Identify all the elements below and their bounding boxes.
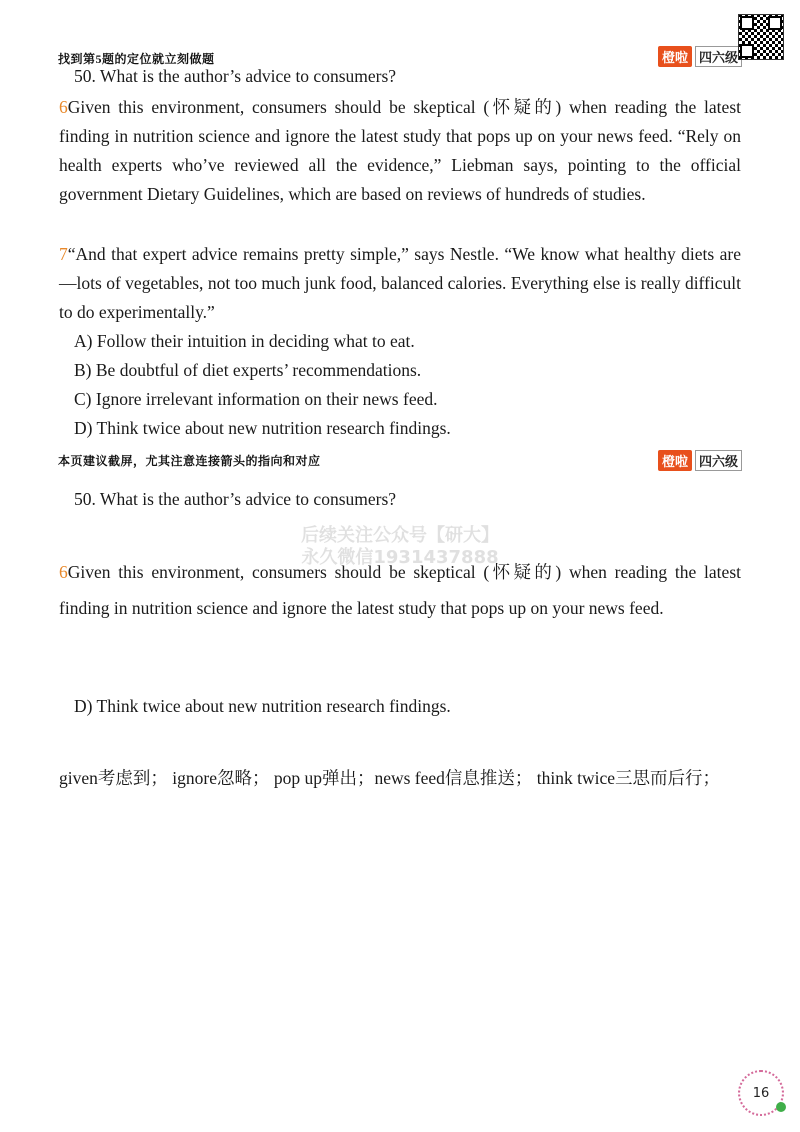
bottom-brand	[658, 450, 742, 471]
vocabulary-notes: given考虑到； ignore忽略； pop up弹出；news feed信息推送； think twice三思而后行；	[59, 768, 721, 788]
page-number-badge	[738, 1070, 784, 1116]
answer-option-d: D) Think twice about new nutrition research findings.	[74, 696, 451, 716]
brand-tag: 橙啦	[658, 46, 692, 67]
paragraph-text: Given this environment, consumers should be skeptical (怀疑的) when reading the latest finding in nutrition science and ignore the latest study that pops up on your news feed. “Rely on health experts who’ve reviewed all the evidence,” Liebman says, pointing to the official government Dietary Guidelines, which are based on reviews of hundreds of studies.	[59, 97, 741, 204]
option-c: C) Ignore irrelevant information on their news feed.	[74, 389, 438, 409]
option-b: B) Be doubtful of diet experts’ recommendations.	[74, 360, 422, 380]
paragraph-text: “And that expert advice remains pretty simple,” says Nestle. “We know what healthy diets are—lots of vegetables, not too much junk food, balanced calories. Everything else is really difficult to do experimentally.”	[59, 244, 741, 322]
paragraph-number: 7	[59, 244, 68, 264]
options-list	[74, 327, 451, 443]
brand-level: 四六级	[695, 450, 742, 471]
option-a: A) Follow their intuition in deciding what to eat.	[74, 331, 415, 351]
bottom-question: 50. What is the author’s advice to consumers?	[74, 489, 397, 509]
bottom-hint: 本页建议截屏，尤其注意连接箭头的指向和对应	[58, 454, 321, 468]
top-paragraph-7	[59, 240, 741, 327]
bottom-paragraph-6	[59, 554, 741, 626]
paragraph-text: Given this environment, consumers should be skeptical (怀疑的) when reading the latest finding in nutrition science and ignore the latest study that pops up on your news feed.	[59, 562, 741, 618]
qr-code-icon	[738, 14, 784, 60]
top-hint: 找到第5题的定位就立刻做题	[58, 52, 215, 66]
paragraph-number: 6	[59, 562, 68, 582]
paragraph-number: 6	[59, 97, 68, 117]
top-question: 50. What is the author’s advice to consumers?	[74, 66, 397, 86]
top-brand	[658, 46, 742, 67]
brand-level: 四六级	[695, 46, 742, 67]
watermark-line-1: 后续关注公众号【研大】	[301, 525, 499, 546]
page-number: 16	[752, 1085, 770, 1101]
brand-tag: 橙啦	[658, 450, 692, 471]
watermark-line-2: 永久微信1931437888	[301, 547, 499, 568]
top-paragraph-6	[59, 93, 741, 209]
option-d: D) Think twice about new nutrition research findings.	[74, 418, 451, 438]
badge-dot-icon	[776, 1102, 786, 1112]
